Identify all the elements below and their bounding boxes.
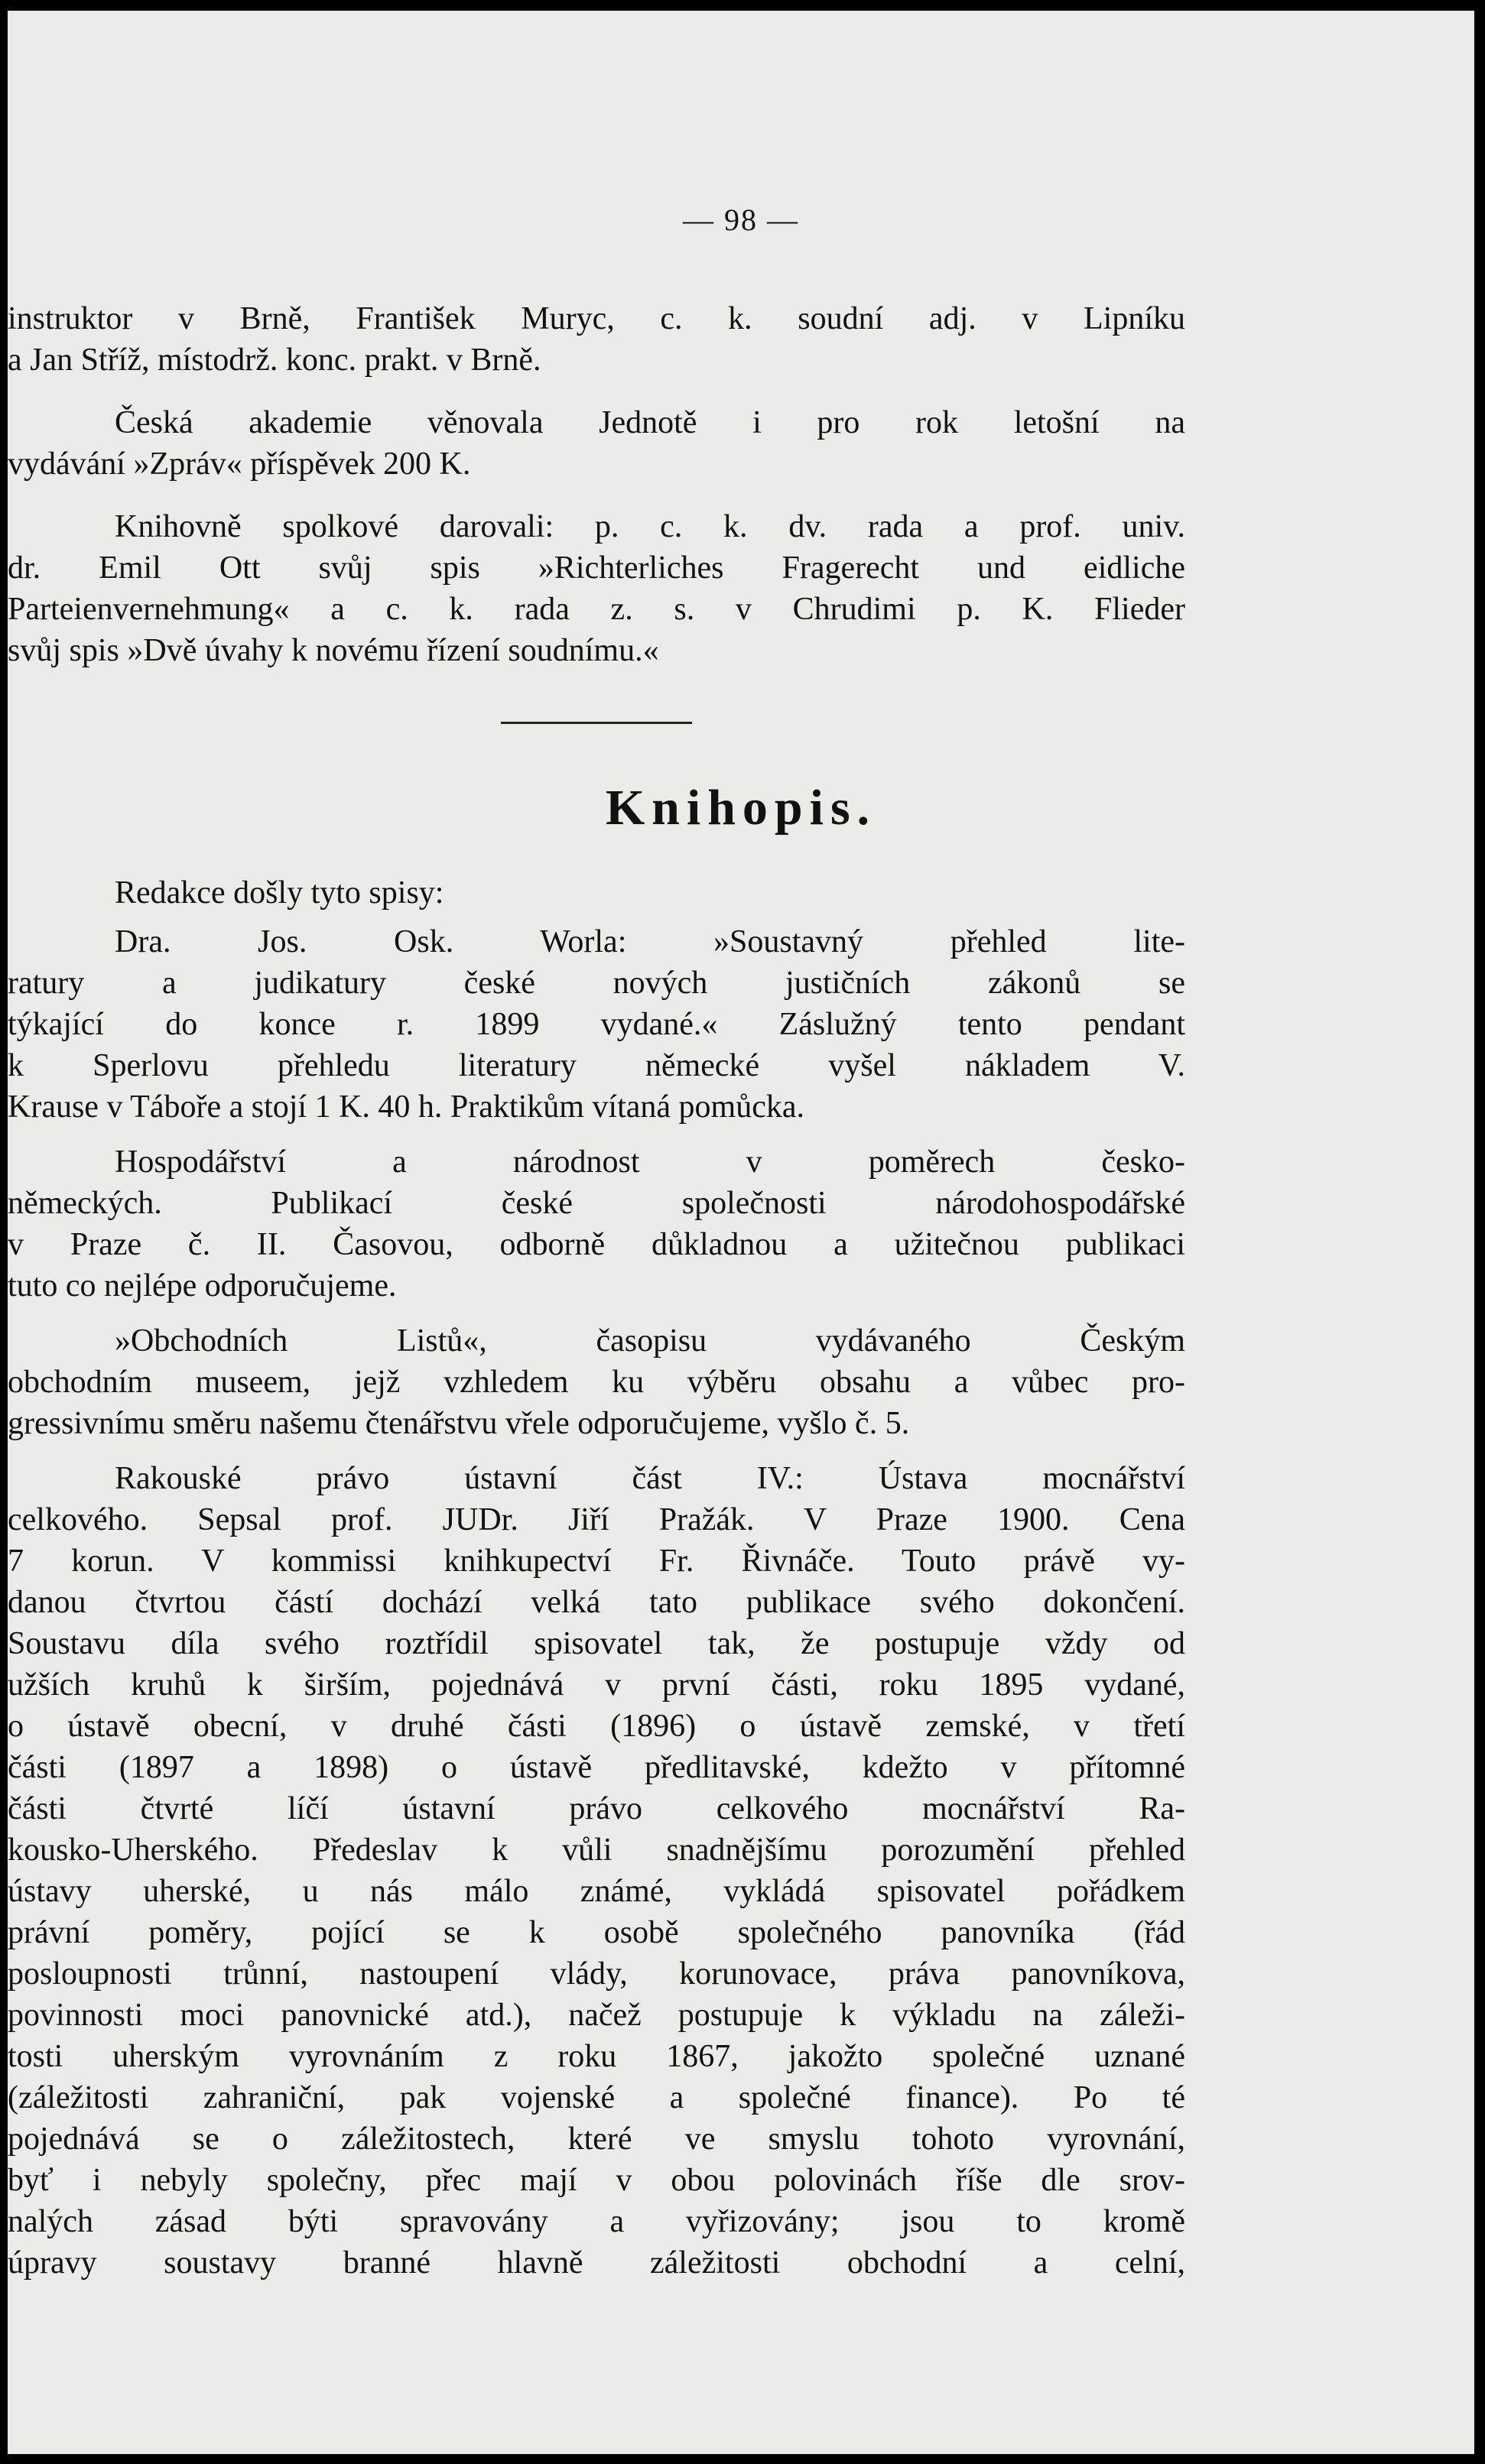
text-line: o ústavě obecní, v druhé části (1896) o ústavě zemské, v třetí <box>8 1709 1185 1744</box>
text-line: povinnosti moci panovnické atd.), načež postupuje k výkladu na záleži- <box>8 1998 1185 2033</box>
text-line: Knihovně spolkové darovali: p. c. k. dv. rada a prof. univ. <box>115 509 1185 544</box>
text-line: Dra. Jos. Osk. Worla: »Soustavný přehled lite- <box>115 924 1185 959</box>
text-line: části (1897 a 1898) o ústavě předlitavské, kdežto v přítomné <box>8 1750 1185 1785</box>
text-line: Parteienvernehmung« a c. k. rada z. s. v Chrudimi p. K. Flieder <box>8 592 1185 627</box>
text-line: k Sperlovu přehledu literatury německé vyšel nákladem V. <box>8 1048 1185 1083</box>
text-line: Soustavu díla svého roztřídil spisovatel tak, že postupuje vždy od <box>8 1626 1185 1661</box>
text-line: Hospodářství a národnost v poměrech česko- <box>115 1144 1185 1180</box>
text-line: celkového. Sepsal prof. JUDr. Jiří Pražák. V Praze 1900. Cena <box>8 1502 1185 1537</box>
text-line: Česká akademie věnovala Jednotě i pro rok letošní na <box>115 405 1185 440</box>
text-line: vydávání »Zpráv« příspěvek 200 K. <box>8 446 471 482</box>
text-line: užších kruhů k širším, pojednává v první části, roku 1895 vydané, <box>8 1667 1185 1703</box>
text-line: nalých zásad býti spravovány a vyřizovány; jsou to kromě <box>8 2204 1185 2239</box>
text-line: části čtvrté líčí ústavní právo celkového mocnářství Ra- <box>8 1791 1185 1826</box>
text-line: týkající do konce r. 1899 vydané.« Záslužný tento pendant <box>8 1007 1185 1042</box>
text-line: Redakce došly tyto spisy: <box>115 875 444 911</box>
text-line: pojednává se o záležitostech, které ve smyslu tohoto vyrovnání, <box>8 2122 1185 2157</box>
text-line: kousko-Uherského. Předeslav k vůli snadnějšímu porozumění přehled <box>8 1833 1185 1868</box>
text-line: danou čtvrtou částí dochází velká tato publikace svého dokončení. <box>8 1585 1185 1620</box>
text-line: byť i nebyly společny, přec mají v obou polovinách říše dle srov- <box>8 2163 1185 2198</box>
text-line: a Jan Stříž, místodrž. konc. prakt. v Brně. <box>8 342 541 378</box>
text-line: instruktor v Brně, František Muryc, c. k. soudní adj. v Lipníku <box>8 301 1185 336</box>
text-line: 7 korun. V kommissi knihkupectví Fr. Řivnáče. Touto právě vy- <box>8 1544 1185 1579</box>
text-block-top <box>8 298 1185 671</box>
text-line: svůj spis »Dvě úvahy k novému řízení soudnímu.« <box>8 633 659 668</box>
text-line: Krause v Táboře a stojí 1 K. 40 h. Praktikům vítaná pomůcka. <box>8 1089 805 1125</box>
text-block-knihopis <box>8 872 1185 2284</box>
page-number: — 98 — <box>683 203 799 237</box>
text-line: ratury a judikatury české nových justičních zákonů se <box>8 966 1185 1001</box>
text-line: obchodním museem, jejž vzhledem ku výběru obsahu a vůbec pro- <box>8 1365 1185 1400</box>
text-line: gressivnímu směru našemu čtenářstvu vřele odporučujeme, vyšlo č. 5. <box>8 1406 910 1441</box>
text-line: dr. Emil Ott svůj spis »Richterliches Fragerecht und eidliche <box>8 550 1185 586</box>
document-page <box>8 11 1474 2454</box>
text-line: německých. Publikací české společnosti národohospodářské <box>8 1186 1185 1221</box>
text-line: tosti uherským vyrovnáním z roku 1867, jakožto společné uznané <box>8 2039 1185 2074</box>
text-line: ústavy uherské, u nás málo známé, vykládá spisovatel pořádkem <box>8 1874 1185 1909</box>
text-line: Rakouské právo ústavní část IV.: Ústava mocnářství <box>115 1461 1185 1496</box>
text-line: (záležitosti zahraniční, pak vojenské a společné finance). Po té <box>8 2080 1185 2115</box>
text-line: v Praze č. II. Časovou, odborně důkladnou a užitečnou publikaci <box>8 1227 1185 1262</box>
text-line: »Obchodních Listů«, časopisu vydávaného Českým <box>115 1323 1185 1359</box>
text-line: posloupnosti trůnní, nastoupení vlády, korunovace, práva panovníkova, <box>8 1956 1185 1992</box>
section-divider <box>501 722 692 724</box>
section-heading: Knihopis. <box>605 780 877 836</box>
text-line: tuto co nejlépe odporučujeme. <box>8 1268 397 1303</box>
text-line: úpravy soustavy branné hlavně záležitosti obchodní a celní, <box>8 2245 1185 2281</box>
text-line: právní poměry, pojící se k osobě společného panovníka (řád <box>8 1915 1185 1950</box>
